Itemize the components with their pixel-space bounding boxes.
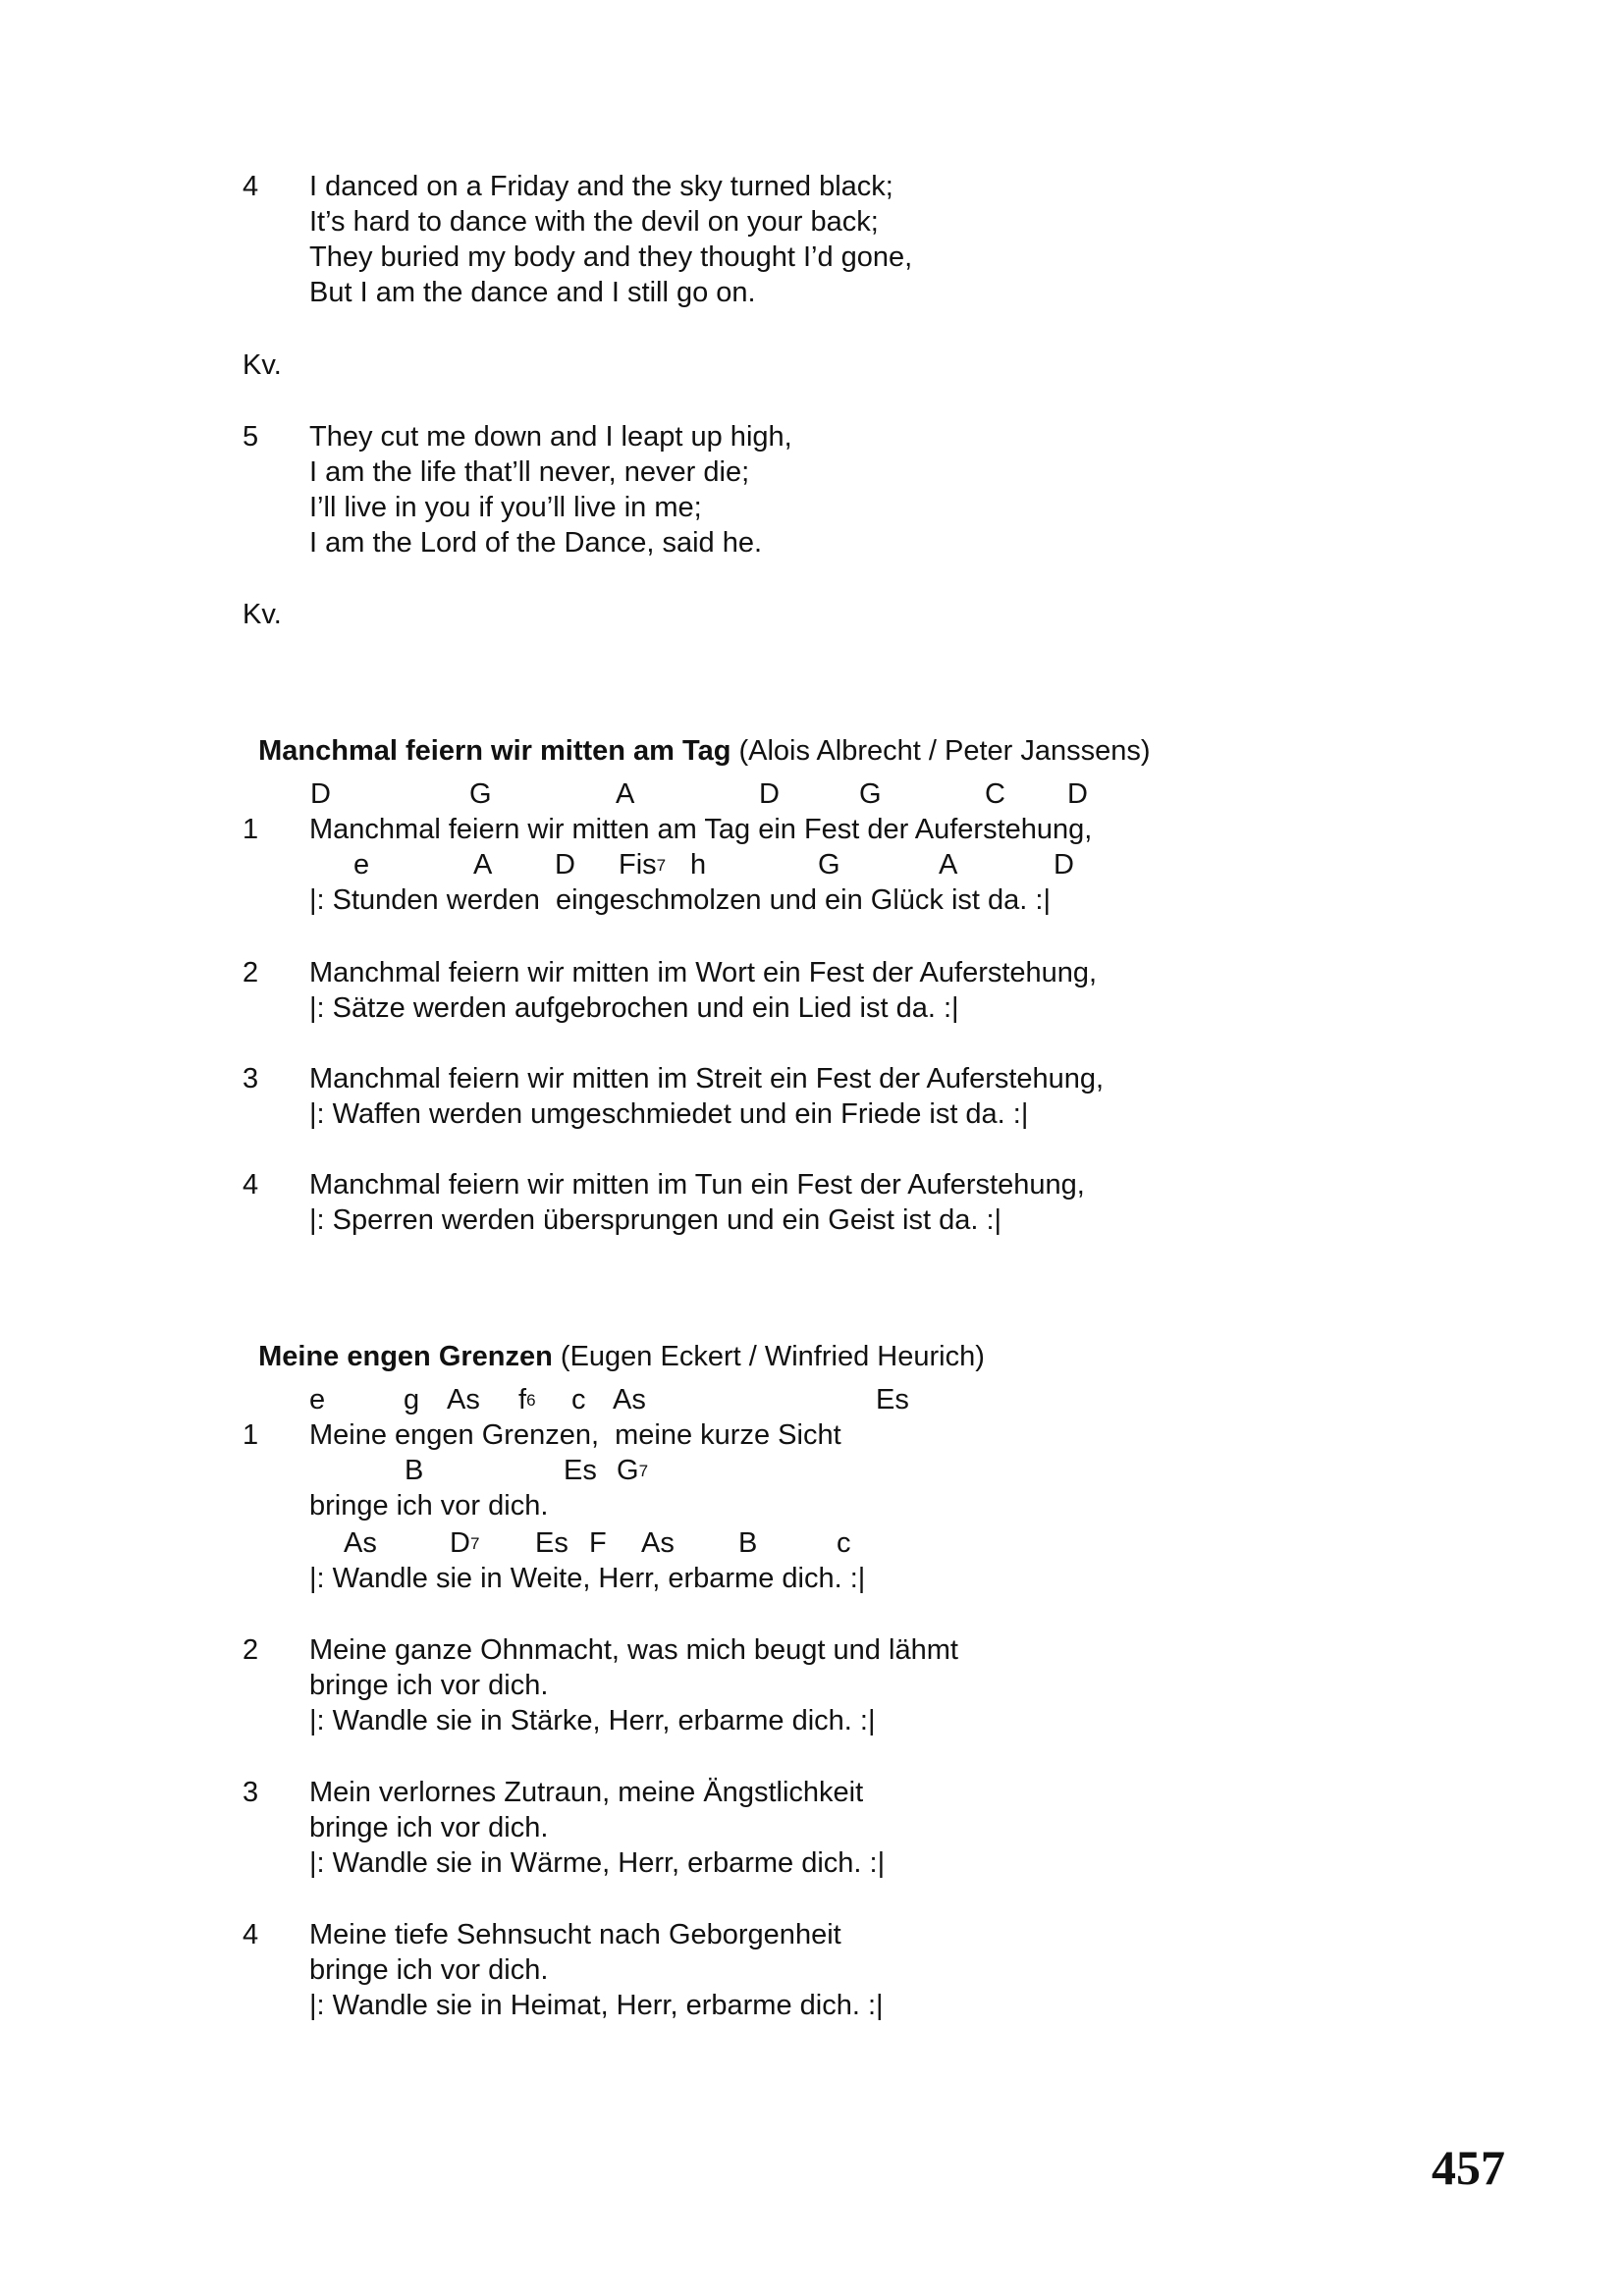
refrain-marker: Kv. [243, 349, 282, 381]
chord-root: f [518, 1384, 527, 1415]
verse-number: 3 [243, 1063, 259, 1095]
lyric-line: Manchmal feiern wir mitten im Streit ein Fest der Auferstehung, [309, 1063, 1105, 1095]
chord: B [405, 1455, 424, 1486]
lyric-line: Meine tiefe Sehnsucht nach Geborgenheit [309, 1919, 841, 1950]
song-authors: (Eugen Eckert / Winfried Heurich) [560, 1341, 985, 1372]
lyric-line: I’ll live in you if you’ll live in me; [309, 492, 702, 523]
chord-superscript: 7 [638, 1462, 649, 1480]
chord: D [555, 849, 575, 881]
verse-number: 3 [243, 1777, 259, 1808]
lyric-line: I am the Lord of the Dance, said he. [309, 527, 763, 559]
page-number: 457 [1432, 2140, 1505, 2195]
verse-number: 4 [243, 1919, 259, 1950]
lyric-line: bringe ich vor dich. [309, 1490, 549, 1522]
chord-root: G [617, 1455, 639, 1486]
chord: G [469, 778, 492, 810]
chord: D [310, 778, 331, 810]
lyric-line: Manchmal feiern wir mitten im Tun ein Fest der Auferstehung, [309, 1169, 1085, 1201]
verse-number: 4 [243, 171, 259, 202]
verse-number: 2 [243, 1634, 259, 1666]
lyric-line: |: Wandle sie in Wärme, Herr, erbarme dich. :| [309, 1847, 886, 1879]
chord: As [641, 1527, 675, 1559]
chord-superscript: 7 [469, 1534, 480, 1553]
chord: c [571, 1384, 586, 1415]
refrain-marker: Kv. [243, 599, 282, 630]
chord: D [1054, 849, 1074, 881]
lyric-line: bringe ich vor dich. [309, 1812, 549, 1843]
lyric-line: Meine ganze Ohnmacht, was mich beugt und lähmt [309, 1634, 958, 1666]
chord: D [1067, 778, 1088, 810]
chord: e [353, 849, 370, 881]
lyric-line: |: Sperren werden übersprungen und ein Geist ist da. :| [309, 1204, 1002, 1236]
lyric-line: It’s hard to dance with the devil on your back; [309, 206, 879, 238]
lyric-line: |: Wandle sie in Weite, Herr, erbarme dich. :| [309, 1563, 866, 1594]
chord-superscript: 6 [526, 1391, 536, 1410]
lyric-line: Mein verlornes Zutraun, meine Ängstlichkeit [309, 1777, 864, 1808]
chord [450, 1529, 479, 1558]
lyric-line: They cut me down and I leapt up high, [309, 421, 792, 453]
lyric-line: Manchmal feiern wir mitten am Tag ein Fest der Auferstehung, [309, 814, 1093, 845]
chord [617, 1457, 648, 1485]
chord: G [818, 849, 840, 881]
song-title [243, 709, 1151, 766]
lyric-line: |: Sätze werden aufgebrochen und ein Lied ist da. :| [309, 992, 959, 1024]
chord: Es [564, 1455, 597, 1486]
lyric-line: |: Waffen werden umgeschmiedet und ein Friede ist da. :| [309, 1098, 1029, 1130]
chord-root: D [450, 1527, 470, 1559]
chord: e [309, 1384, 326, 1415]
lyric-line: They buried my body and they thought I’d gone, [309, 241, 913, 273]
chord [518, 1386, 536, 1415]
lyric-line: |: Stunden werden eingeschmolzen und ein Glück ist da. :| [309, 884, 1052, 916]
verse-number: 1 [243, 1419, 259, 1451]
chord: G [859, 778, 882, 810]
chord: A [939, 849, 958, 881]
chord: D [759, 778, 780, 810]
chord: Es [535, 1527, 568, 1559]
chord: F [589, 1527, 607, 1559]
song-authors: (Alois Albrecht / Peter Janssens) [738, 735, 1151, 767]
chord: g [404, 1384, 420, 1415]
chord-root: Fis [619, 849, 657, 881]
chord: As [344, 1527, 377, 1559]
lyric-line: |: Wandle sie in Stärke, Herr, erbarme dich. :| [309, 1705, 876, 1736]
chord: h [690, 849, 707, 881]
verse-number: 1 [243, 814, 259, 845]
chord: B [738, 1527, 758, 1559]
chord: C [985, 778, 1005, 810]
lyric-line: |: Wandle sie in Heimat, Herr, erbarme dich. :| [309, 1990, 884, 2021]
chord: A [473, 849, 493, 881]
lyric-line: I danced on a Friday and the sky turned black; [309, 171, 893, 202]
chord: Es [876, 1384, 909, 1415]
lyric-line: bringe ich vor dich. [309, 1670, 549, 1701]
song-title-text: Meine engen Grenzen [258, 1341, 553, 1372]
chord: c [837, 1527, 851, 1559]
chord: As [447, 1384, 480, 1415]
lyric-line: Meine engen Grenzen, meine kurze Sicht [309, 1419, 841, 1451]
verse-number: 2 [243, 957, 259, 988]
lyric-line: I am the life that’ll never, never die; [309, 456, 750, 488]
chord: A [616, 778, 635, 810]
chord [619, 851, 666, 880]
chord: As [613, 1384, 646, 1415]
song-title-text: Manchmal feiern wir mitten am Tag [258, 735, 731, 767]
verse-number: 5 [243, 421, 259, 453]
song-title [243, 1314, 985, 1371]
chord-superscript: 7 [656, 856, 667, 875]
lyric-line: Manchmal feiern wir mitten im Wort ein Fest der Auferstehung, [309, 957, 1098, 988]
lyric-line: bringe ich vor dich. [309, 1954, 549, 1986]
lyric-line: But I am the dance and I still go on. [309, 277, 756, 308]
verse-number: 4 [243, 1169, 259, 1201]
